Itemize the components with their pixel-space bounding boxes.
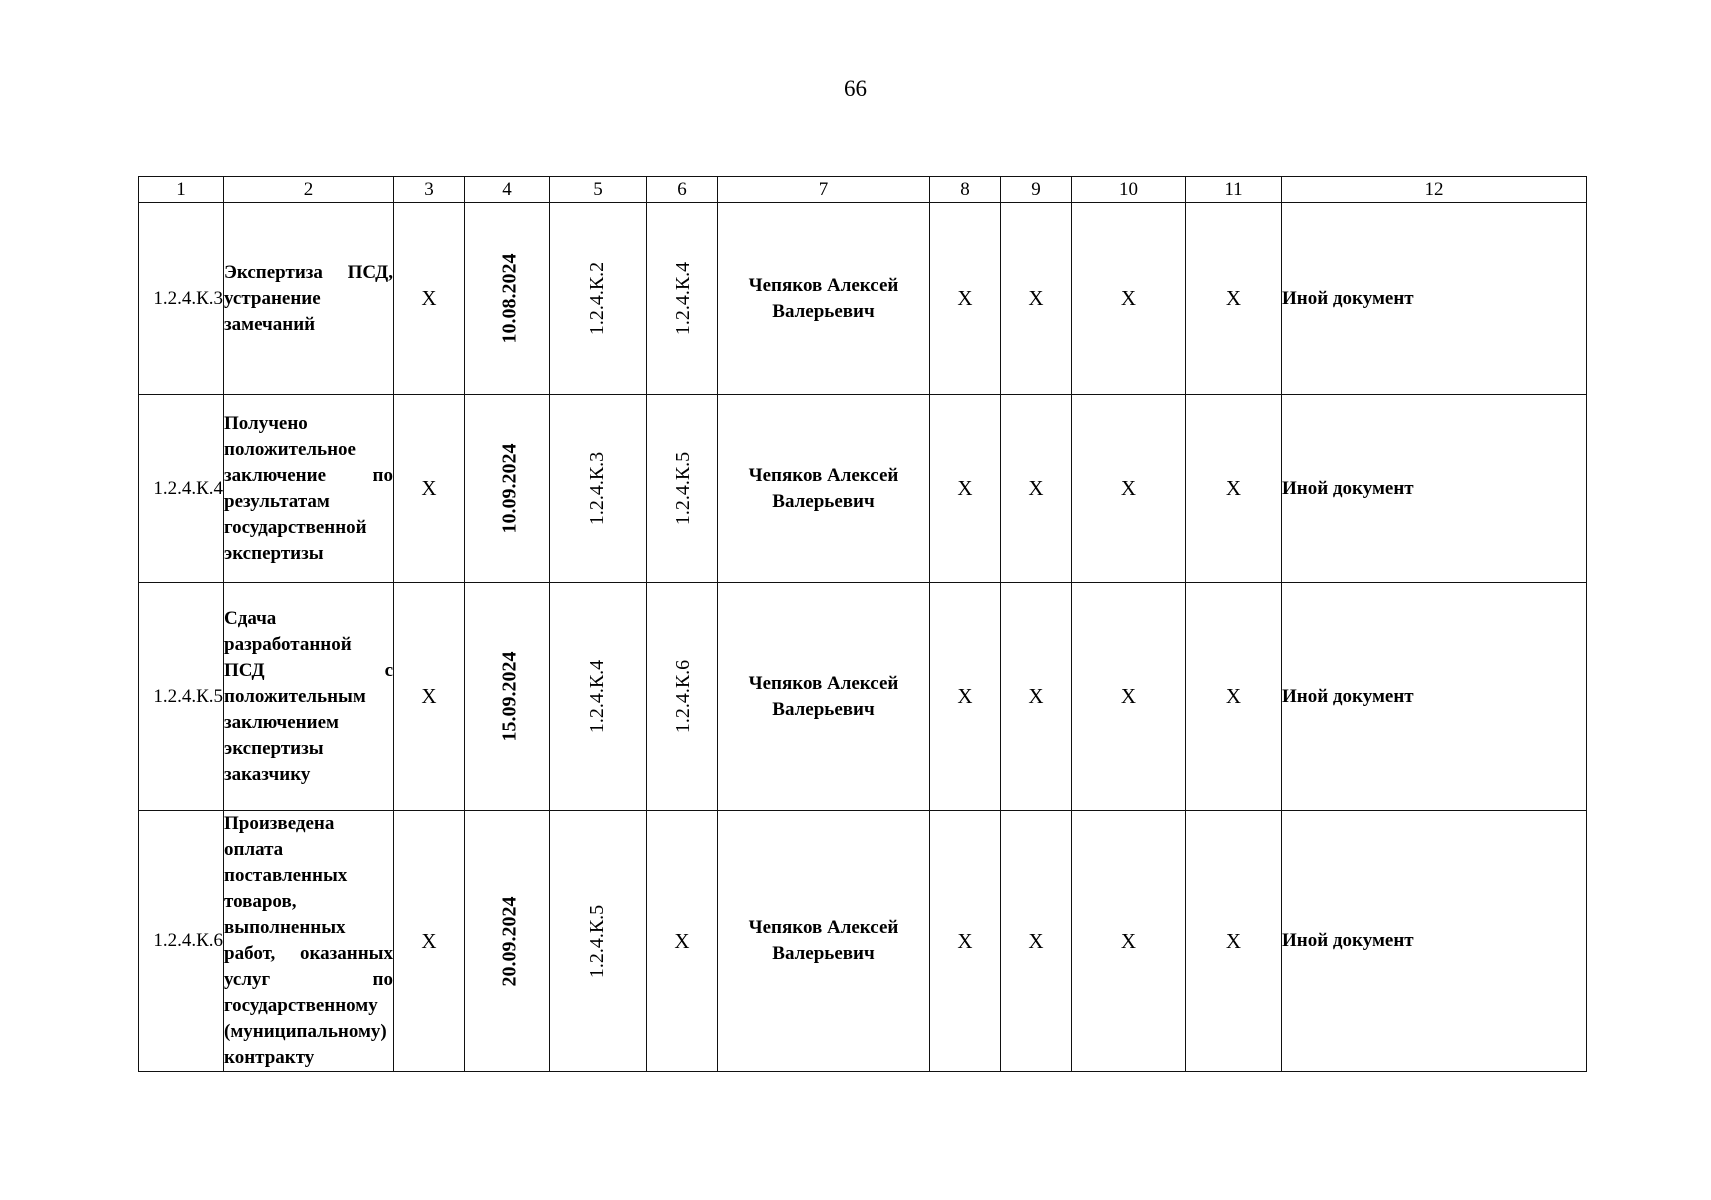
row-date: 15.09.2024 [498,651,521,742]
column-header: 7 [718,177,930,203]
row-doc: Иной документ [1282,811,1587,1072]
row-doc: Иной документ [1282,203,1587,395]
row-next: X [647,811,718,1072]
row-code: 1.2.4.К.5 [139,583,224,811]
prev-cell [550,811,647,1072]
cell-x: X [1001,811,1072,1072]
date-cell [465,203,550,395]
column-header: 9 [1001,177,1072,203]
column-header: 5 [550,177,647,203]
prev-cell [550,203,647,395]
column-header: 8 [930,177,1001,203]
row-doc: Иной документ [1282,395,1587,583]
date-cell [465,583,550,811]
cell-x: X [1072,395,1186,583]
cell-x: X [930,395,1001,583]
prev-cell [550,395,647,583]
row-description: Произведена оплата поставленных товаров, выполненных работ, оказанных услуг по государственному (муниципальному) контракту [224,811,394,1072]
cell-x: X [930,811,1001,1072]
column-header: 10 [1072,177,1186,203]
date-cell [465,395,550,583]
prev-cell [550,583,647,811]
cell-x: X [1186,811,1282,1072]
cell-x: X [1186,395,1282,583]
row-code: 1.2.4.К.6 [139,811,224,1072]
row-person: Чепяков Алексей Валерьевич [718,203,930,395]
row-description: Получено положительное заключение по результатам государственной экспертизы [224,395,394,583]
cell-x: X [1001,395,1072,583]
cell-x: X [1072,203,1186,395]
next-cell [647,583,718,811]
cell-x: X [394,395,465,583]
row-code: 1.2.4.К.3 [139,203,224,395]
cell-x: X [1001,583,1072,811]
row-description: Сдача разработанной ПСД с положительным заключением экспертизы заказчику [224,583,394,811]
column-header: 3 [394,177,465,203]
header-row [139,177,1587,203]
table-row [139,583,1587,811]
cell-x: X [394,811,465,1072]
row-next: 1.2.4.К.5 [672,451,695,526]
row-prev: 1.2.4.К.3 [586,451,609,526]
row-person: Чепяков Алексей Валерьевич [718,395,930,583]
table-row [139,811,1587,1072]
row-next: 1.2.4.К.6 [672,659,695,734]
row-date: 10.09.2024 [498,443,521,534]
page-number: 66 [844,76,867,101]
table-row [139,395,1587,583]
cell-x: X [930,203,1001,395]
cell-x: X [1186,583,1282,811]
row-code: 1.2.4.К.4 [139,395,224,583]
cell-x: X [394,203,465,395]
row-date: 10.08.2024 [498,253,521,344]
cell-x: X [1186,203,1282,395]
control-points-table [138,176,1587,1072]
column-header: 12 [1282,177,1587,203]
cell-x: X [394,583,465,811]
row-person: Чепяков Алексей Валерьевич [718,811,930,1072]
cell-x: X [1001,203,1072,395]
row-date: 20.09.2024 [498,896,521,986]
column-header: 6 [647,177,718,203]
row-person: Чепяков Алексей Валерьевич [718,583,930,811]
column-header: 4 [465,177,550,203]
row-prev: 1.2.4.К.4 [586,659,609,734]
cell-x: X [1072,583,1186,811]
cell-x: X [930,583,1001,811]
column-header: 2 [224,177,394,203]
row-next: 1.2.4.К.4 [672,261,695,336]
column-header: 11 [1186,177,1282,203]
table-row [139,203,1587,395]
row-description: Экспертиза ПСД, устранение замечаний [224,203,394,395]
row-prev: 1.2.4.К.5 [586,904,609,978]
column-header: 1 [139,177,224,203]
date-cell [465,811,550,1072]
cell-x: X [1072,811,1186,1072]
next-cell [647,395,718,583]
row-prev: 1.2.4.К.2 [586,261,609,336]
row-doc: Иной документ [1282,583,1587,811]
next-cell [647,203,718,395]
